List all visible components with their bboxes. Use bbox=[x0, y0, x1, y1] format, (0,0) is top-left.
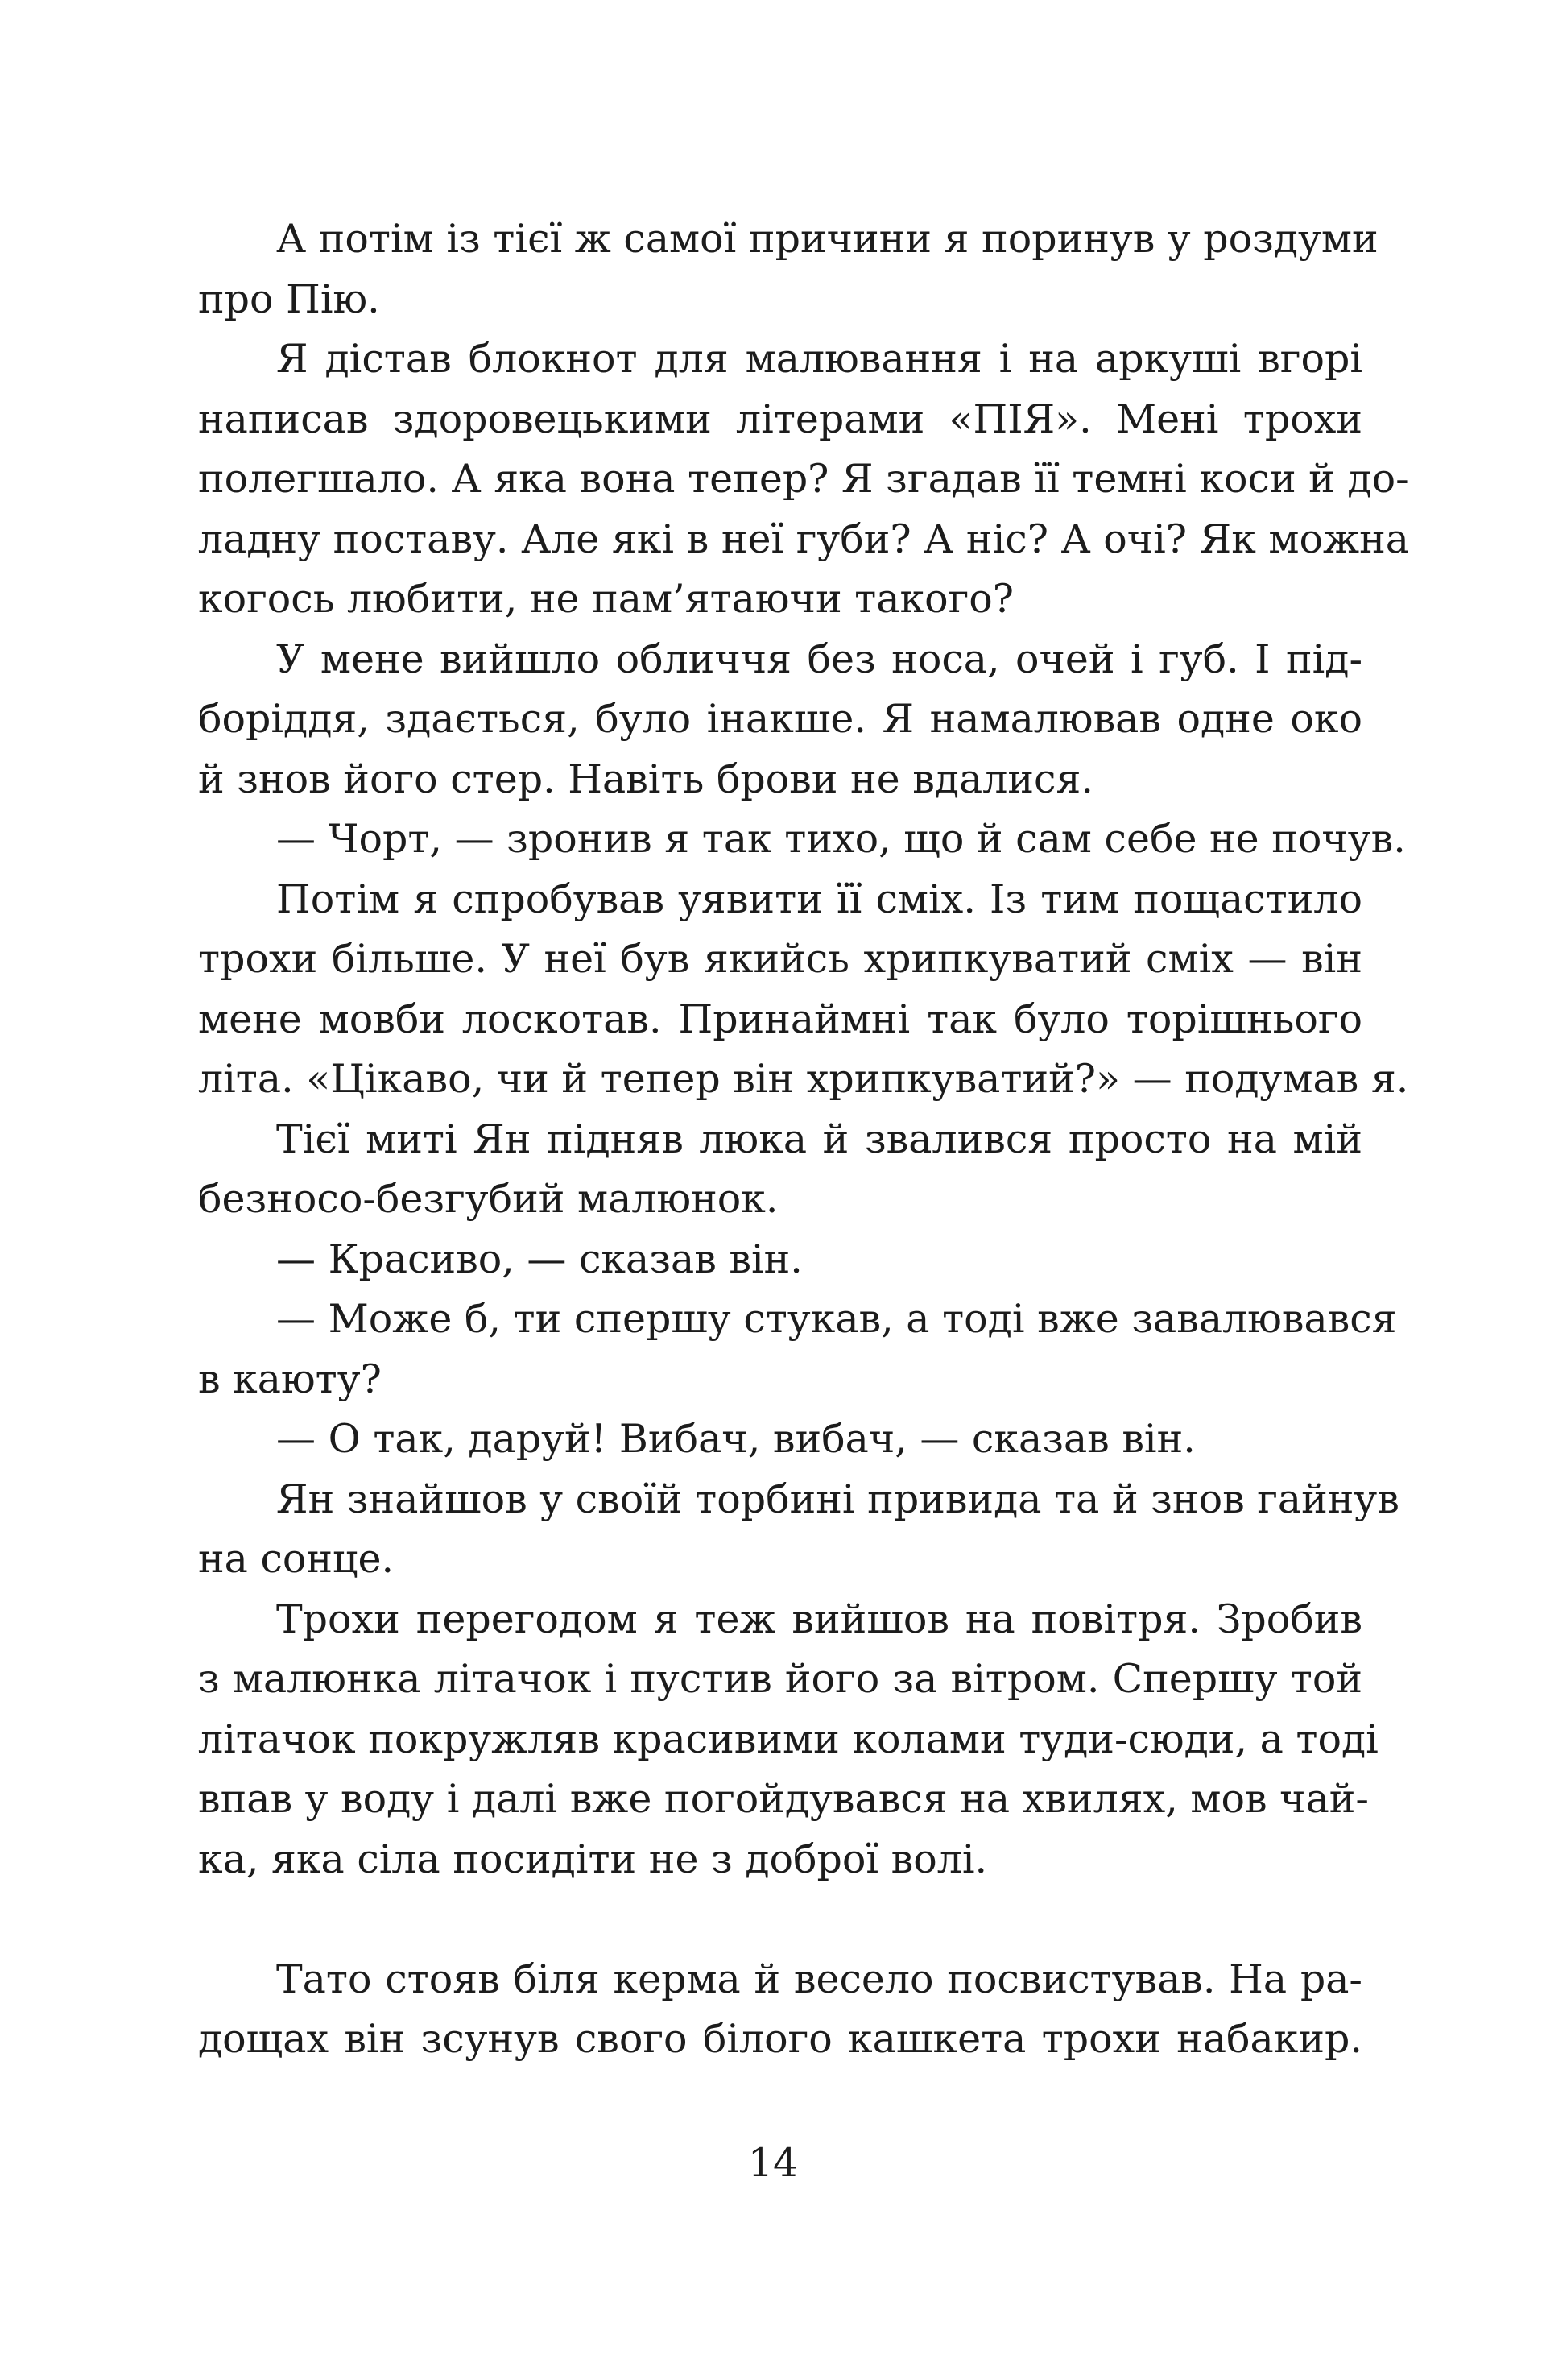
text-line: А потім із тієї ж самої причини я поринув у роздуми bbox=[276, 216, 1379, 262]
text-line: трохи більше. У неї був якийсь хрипкуватий сміх — він bbox=[198, 936, 1362, 982]
text-line: Тато стояв біля керма й весело посвистував. На ра- bbox=[276, 1956, 1362, 2002]
text-line: в каюту? bbox=[198, 1356, 382, 1402]
text-line: — О так, даруй! Вибач, вибач, — сказав він. bbox=[276, 1416, 1196, 1462]
text-line: з малюнка літачок і пустив його за вітром. Спершу той bbox=[198, 1656, 1362, 1702]
body-text bbox=[198, 209, 1409, 2070]
text-line: — Красиво, — сказав він. bbox=[276, 1236, 803, 1282]
section-break bbox=[198, 1890, 1362, 1950]
text-line: боріддя, здається, було інакше. Я намалював одне око bbox=[198, 696, 1362, 742]
text-line: когось любити, не пам’ятаючи такого? bbox=[198, 576, 1015, 622]
text-line: — Чорт, — зронив я так тихо, що й сам себе не почув. bbox=[276, 816, 1406, 862]
text-line: на сонце. bbox=[198, 1536, 395, 1582]
text-line: ка, яка сіла посидіти не з доброї волі. bbox=[198, 1836, 988, 1882]
text-line: дощах він зсунув свого білого кашкета трохи набакир. bbox=[198, 2016, 1362, 2062]
text-line: безносо-безгубий малюнок. bbox=[198, 1176, 779, 1222]
text-line: й знов його стер. Навіть брови не вдалися. bbox=[198, 755, 1093, 802]
text-line: літачок покружляв красивими колами туди-сюди, а тоді bbox=[198, 1716, 1379, 1762]
text-line: ладну поставу. Але які в неї губи? А ніс? А очі? Як можна bbox=[198, 515, 1409, 562]
text-line: — Може б, ти спершу стукав, а тоді вже завалювався bbox=[276, 1296, 1397, 1342]
text-line: літа. «Цікаво, чи й тепер він хрипкуватий?» — подумав я. bbox=[198, 1056, 1409, 1102]
text-line: Тієї миті Ян підняв люка й звалився просто на мій bbox=[276, 1115, 1362, 1162]
text-line: Трохи перегодом я теж вийшов на повітря. Зробив bbox=[276, 1596, 1362, 1642]
text-line: впав у воду і далі вже погойдувався на хвилях, мов чай- bbox=[198, 1776, 1369, 1822]
text-line: про Пію. bbox=[198, 275, 380, 322]
text-line: Потім я спробував уявити її сміх. Із тим пощастило bbox=[276, 875, 1362, 922]
text-line: мене мовби лоскотав. Принаймні так було торішнього bbox=[198, 995, 1362, 1042]
text-line: Ян знайшов у своїй торбині привида та й знов гайнув bbox=[276, 1476, 1399, 1522]
text-line: полегшало. А яка вона тепер? Я згадав її темні коси й до- bbox=[198, 456, 1409, 502]
text-line: написав здоровецькими літерами «ПІЯ». Мені трохи bbox=[198, 395, 1362, 442]
text-line: Я дістав блокнот для малювання і на аркуші вгорі bbox=[276, 336, 1362, 382]
page-number: 14 bbox=[747, 2140, 799, 2186]
text-line: У мене вийшло обличчя без носа, очей і губ. І під- bbox=[276, 635, 1362, 682]
